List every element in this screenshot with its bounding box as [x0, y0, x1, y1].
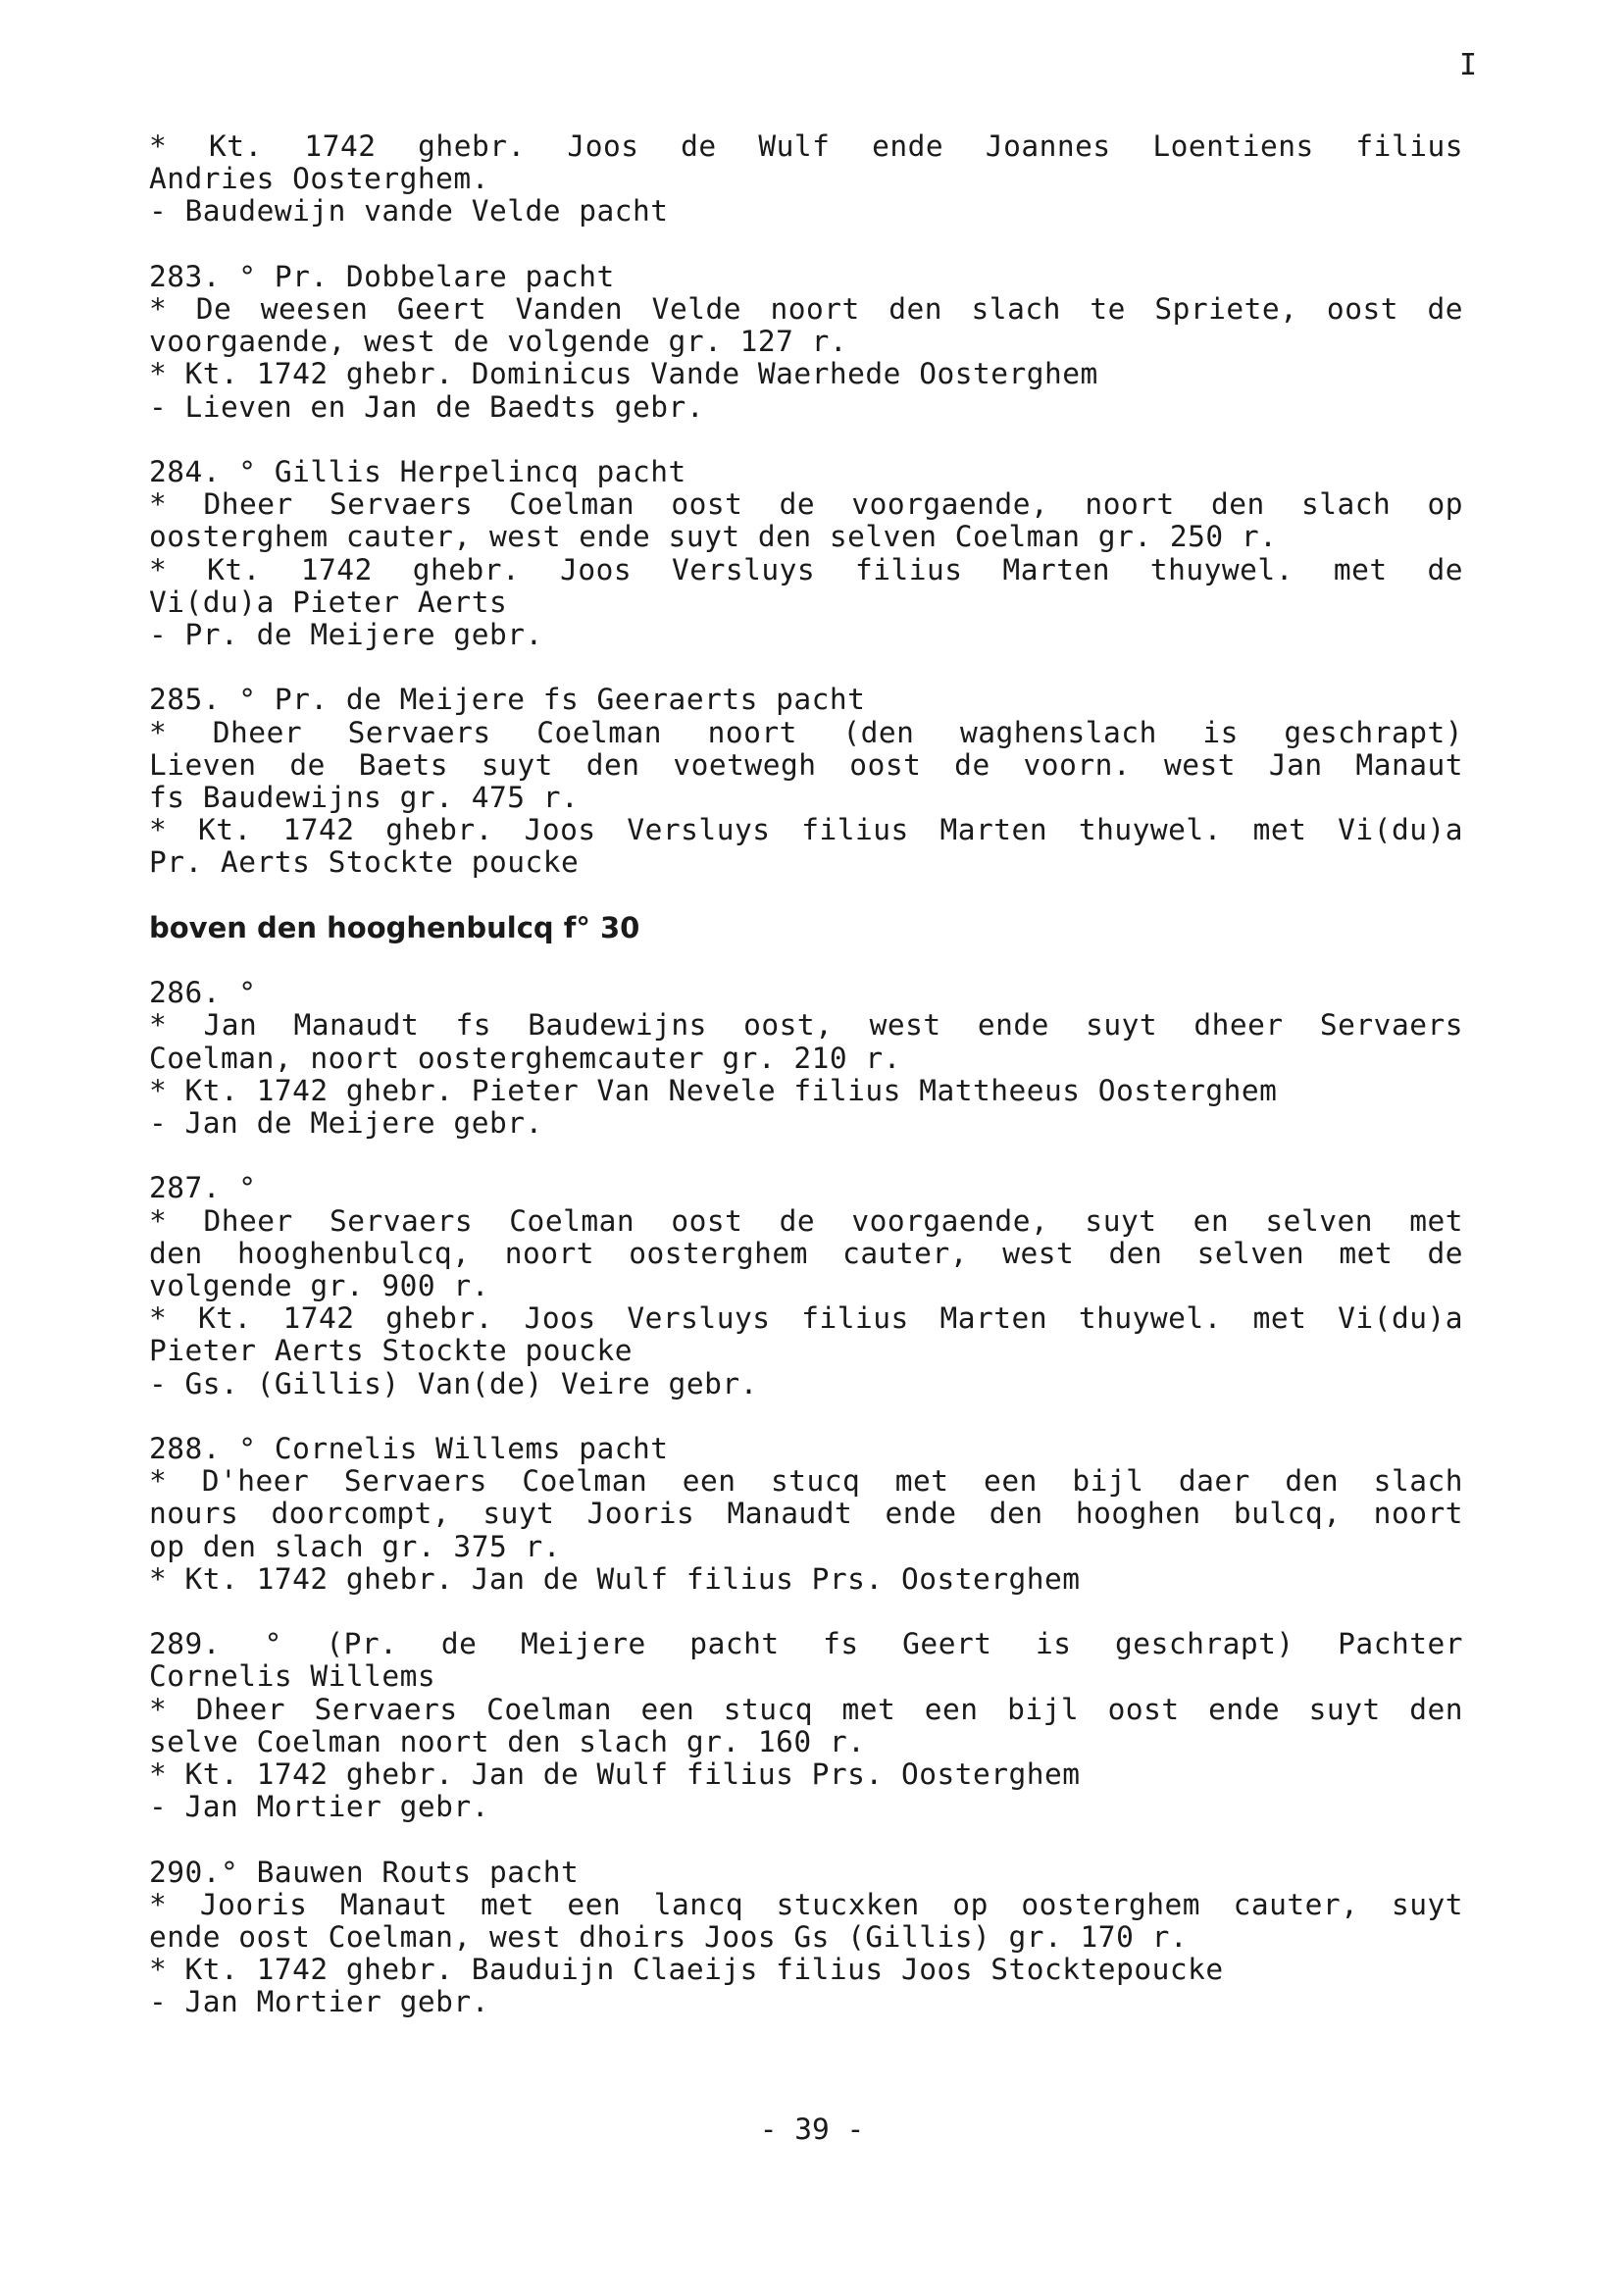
- page-number: - 39 -: [759, 2113, 865, 2146]
- text-line: ende oost Coelman, west dhoirs Joos Gs (Gillis) gr. 170 r.: [149, 1920, 1189, 1955]
- text-line: * Kt. 1742 ghebr. Pieter Van Nevele filius Mattheeus Oosterghem: [149, 1073, 1278, 1107]
- blank-line: [149, 651, 1463, 684]
- text-line: 288. ° Cornelis Willems pacht: [149, 1432, 669, 1466]
- text-line: fs Baudewijns gr. 475 r.: [149, 781, 580, 815]
- document-body: [149, 130, 1463, 2019]
- text-line: * Dheer Servaers Coelman oost de voorgaende, noort den slach op: [149, 487, 1463, 522]
- blank-line: [149, 424, 1463, 456]
- text-line: Pr. Aerts Stockte poucke: [149, 845, 580, 880]
- text-line: - Baudewijn vande Velde pacht: [149, 194, 669, 229]
- text-line: 283. ° Pr. Dobbelare pacht: [149, 259, 615, 293]
- text-line: nours doorcompt, suyt Jooris Manaudt ende den hooghen bulcq, noort: [149, 1497, 1463, 1531]
- text-line: selve Coelman noort den slach gr. 160 r.: [149, 1724, 866, 1758]
- text-line: - Pr. de Meijere gebr.: [149, 618, 543, 652]
- text-line: voorgaende, west de volgende gr. 127 r.: [149, 325, 848, 359]
- text-line: 284. ° Gillis Herpelincq pacht: [149, 455, 686, 488]
- blank-line: [149, 944, 1463, 977]
- text-line: - Gs. (Gillis) Van(de) Veire gebr.: [149, 1366, 758, 1400]
- section-heading: boven den hooghenbulcq f° 30: [149, 910, 640, 944]
- blank-line: [149, 229, 1463, 261]
- text-line: den hooghenbulcq, noort oosterghem cauter, west den selven met de: [149, 1236, 1463, 1270]
- text-line: * Dheer Servaers Coelman noort (den waghenslach is geschrapt): [149, 715, 1463, 749]
- text-line: op den slach gr. 375 r.: [149, 1529, 561, 1563]
- text-line: 285. ° Pr. de Meijere fs Geeraerts pacht: [149, 683, 866, 717]
- blank-line: [149, 1140, 1463, 1172]
- text-line: * Kt. 1742 ghebr. Dominicus Vande Waerhede Oosterghem: [149, 357, 1098, 391]
- text-line: * Kt. 1742 ghebr. Bauduijn Claeijs filius Joos Stocktepoucke: [149, 1953, 1224, 1987]
- text-line: - Jan de Meijere gebr.: [149, 1106, 543, 1141]
- corner-mark: I: [1458, 48, 1477, 82]
- text-line: * D'heer Servaers Coelman een stucq met een bijl daer den slach: [149, 1464, 1463, 1499]
- text-line: volgende gr. 900 r.: [149, 1269, 489, 1303]
- text-line: 290.° Bauwen Routs pacht: [149, 1855, 580, 1889]
- text-line: - Jan Mortier gebr.: [149, 1985, 489, 2019]
- text-line: oosterghem cauter, west ende suyt den selven Coelman gr. 250 r.: [149, 520, 1278, 554]
- text-line: Coelman, noort oosterghemcauter gr. 210 r.: [149, 1041, 901, 1075]
- text-line: Vi(du)a Pieter Aerts: [149, 585, 508, 619]
- blank-line: [149, 880, 1463, 912]
- text-line: * Kt. 1742 ghebr. Jan de Wulf filius Prs. Oosterghem: [149, 1757, 1081, 1792]
- blank-line: [149, 1400, 1463, 1433]
- text-line: - Jan Mortier gebr.: [149, 1790, 489, 1824]
- text-line: * Kt. 1742 ghebr. Jan de Wulf filius Prs. Oosterghem: [149, 1561, 1081, 1596]
- blank-line: [149, 1596, 1463, 1628]
- text-line: 286. °: [149, 976, 257, 1010]
- text-line: 289. ° (Pr. de Meijere pacht fs Geert is geschrapt) Pachter: [149, 1627, 1463, 1661]
- text-line: * Kt. 1742 ghebr. Joos Versluys filius Marten thuywel. met Vi(du)a: [149, 813, 1463, 847]
- text-line: * De weesen Geert Vanden Velde noort den slach te Spriete, oost de: [149, 292, 1463, 326]
- text-line: 287. °: [149, 1171, 257, 1205]
- text-line: Cornelis Willems: [149, 1659, 436, 1694]
- text-line: * Dheer Servaers Coelman een stucq met een bijl oost ende suyt den: [149, 1692, 1463, 1726]
- text-line: Lieven de Baets suyt den voetwegh oost de voorn. west Jan Manaut: [149, 747, 1463, 782]
- text-line: * Jan Manaudt fs Baudewijns oost, west ende suyt dheer Servaers: [149, 1008, 1463, 1043]
- blank-line: [149, 1823, 1463, 1856]
- text-line: * Kt. 1742 ghebr. Joos Versluys filius Marten thuywel. met Vi(du)a: [149, 1301, 1463, 1336]
- text-line: - Lieven en Jan de Baedts gebr.: [149, 389, 705, 424]
- text-line: Andries Oosterghem.: [149, 162, 489, 196]
- text-line: * Dheer Servaers Coelman oost de voorgaende, suyt en selven met: [149, 1203, 1463, 1238]
- text-line: * Jooris Manaut met een lancq stucxken op oosterghem cauter, suyt: [149, 1887, 1463, 1921]
- text-line: * Kt. 1742 ghebr. Joos de Wulf ende Joannes Loentiens filius: [149, 129, 1463, 163]
- text-line: Pieter Aerts Stockte poucke: [149, 1334, 634, 1368]
- text-line: * Kt. 1742 ghebr. Joos Versluys filius Marten thuywel. met de: [149, 552, 1463, 586]
